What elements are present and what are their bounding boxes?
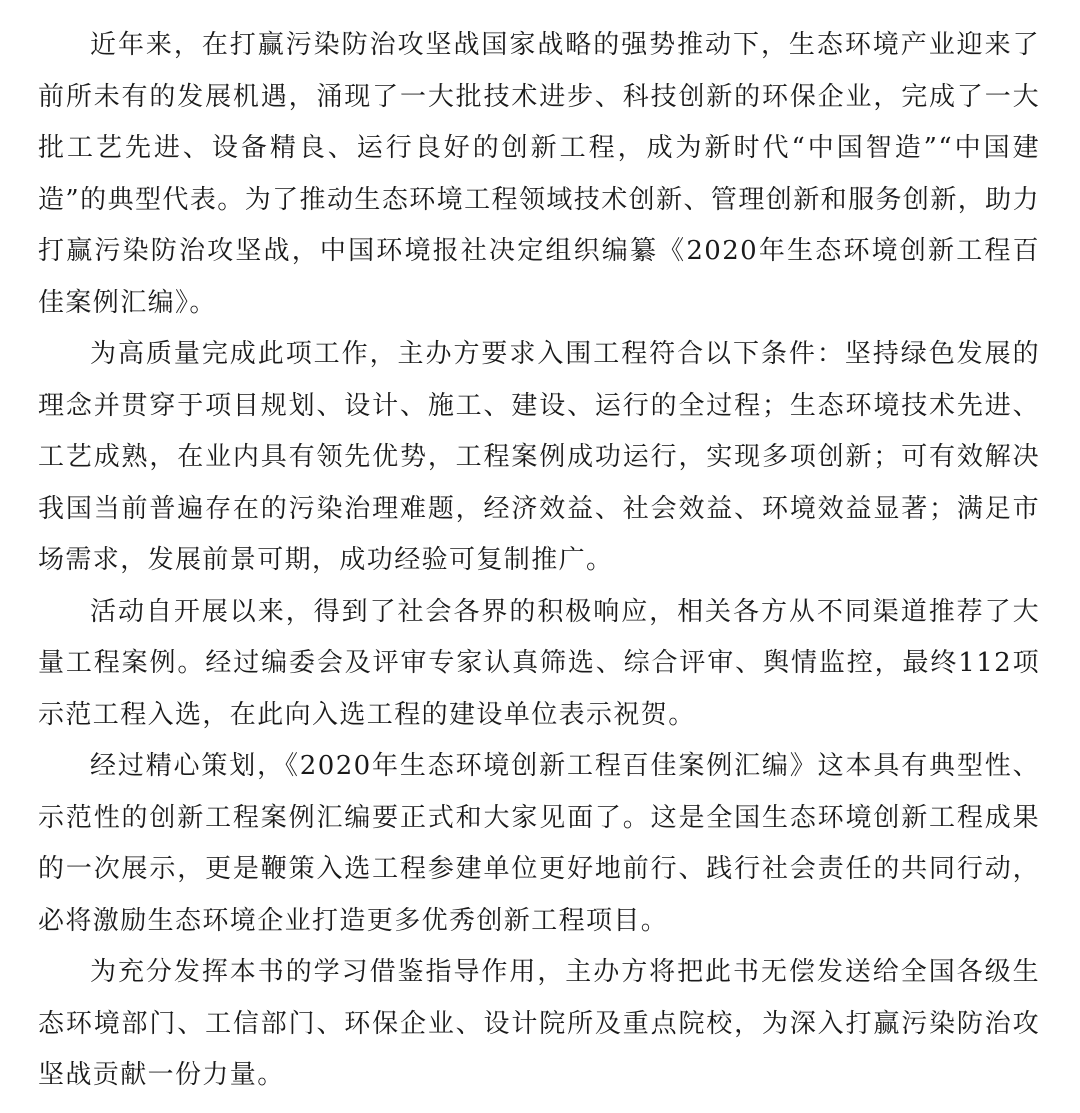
paragraph-selection: 活动自开展以来，得到了社会各界的积极响应，相关各方从不同渠道推荐了大量工程案例。经过编委会及评审专家认真筛选、综合评审、舆情监控，最终112项示范工程入选，在此向入选工程的建设单位表示祝贺。 (38, 596, 1040, 730)
paragraph-background: 近年来，在打赢污染防治攻坚战国家战略的强势推动下，生态环境产业迎来了前所未有的发展机遇，涌现了一大批技术进步、科技创新的环保企业，完成了一大批工艺先进、设备精良、运行良好的创新工程，成为新时代“中国智造”“中国建造”的典型代表。为了推动生态环境工程领域技术创新、管理创新和服务创新，助力打赢污染防治攻坚战，中国环境报社决定组织编纂《2020年生态环境创新工程百佳案例汇编》。 (38, 30, 1040, 318)
paragraph-publication: 经过精心策划，《2020年生态环境创新工程百佳案例汇编》这本具有典型性、示范性的创新工程案例汇编要正式和大家见面了。这是全国生态环境创新工程成果的一次展示，更是鞭策入选工程参建单位更好地前行、践行社会责任的共同行动，必将激励生态环境企业打造更多优秀创新工程项目。 (38, 751, 1040, 936)
document-page (38, 20, 1040, 1102)
paragraph-distribution: 为充分发挥本书的学习借鉴指导作用，主办方将把此书无偿发送给全国各级生态环境部门、工信部门、环保企业、设计院所及重点院校，为深入打赢污染防治攻坚战贡献一份力量。 (38, 957, 1040, 1090)
paragraph-criteria: 为高质量完成此项工作，主办方要求入围工程符合以下条件：坚持绿色发展的理念并贯穿于项目规划、设计、施工、建设、运行的全过程；生态环境技术先进、工艺成熟，在业内具有领先优势，工程案例成功运行，实现多项创新；可有效解决我国当前普遍存在的污染治理难题，经济效益、社会效益、环境效益显著；满足市场需求，发展前景可期，成功经验可复制推广。 (38, 339, 1040, 575)
